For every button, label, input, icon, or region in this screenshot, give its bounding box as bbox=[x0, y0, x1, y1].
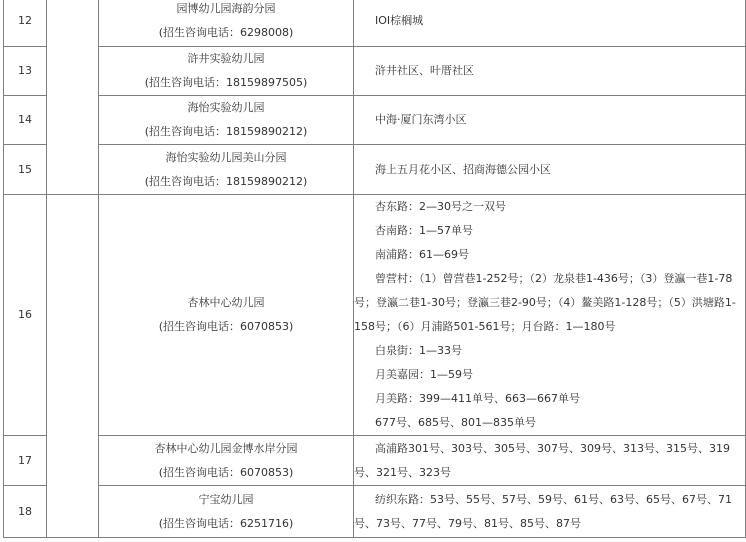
zone-cell bbox=[354, 145, 746, 195]
row-number: 15 bbox=[4, 145, 47, 195]
row-number: 18 bbox=[4, 486, 47, 538]
zone-cell bbox=[354, 0, 746, 47]
zone-text: 浒井社区、叶厝社区 bbox=[375, 64, 474, 77]
zone-line: 677号、685号、801—835单号 bbox=[375, 416, 536, 429]
district-cell bbox=[47, 0, 99, 195]
zone-text: 高浦路301号、303号、305号、307号、309号、313号、315号、319号、321号、323号 bbox=[354, 441, 730, 479]
school-phone: (招生咨询电话：18159890212) bbox=[144, 174, 308, 188]
school-phone: (招生咨询电话：6070853) bbox=[158, 465, 294, 479]
zone-line: 杏南路：1—57单号 bbox=[375, 224, 473, 237]
school-name: 杏林中心幼儿园 bbox=[187, 296, 265, 309]
table-row bbox=[4, 486, 746, 538]
zone-line: 白泉街：1—33号 bbox=[375, 344, 462, 357]
zone-cell bbox=[354, 486, 746, 538]
zone-line: 南浦路：61—69号 bbox=[375, 248, 469, 261]
zone-text: 纺织东路：53号、55号、57号、59号、61号、63号、65号、67号、71号、73号、77号、79号、81号、85号、87号 bbox=[354, 492, 732, 530]
row-number: 13 bbox=[4, 47, 47, 96]
table-row bbox=[4, 436, 746, 486]
school-name: 宁宝幼儿园 bbox=[198, 492, 254, 506]
district-cell bbox=[47, 195, 99, 538]
school-name: 海怡实验幼儿园 bbox=[187, 101, 265, 114]
school-name: 园博幼儿园海韵分园 bbox=[176, 1, 276, 15]
school-cell bbox=[99, 47, 354, 96]
row-number: 16 bbox=[4, 195, 47, 436]
zone-line: 月美嘉园：1—59号 bbox=[375, 368, 473, 381]
table-row bbox=[4, 0, 746, 47]
table-row bbox=[4, 96, 746, 145]
zone-line: 杏东路：2—30号之一双号 bbox=[375, 200, 506, 213]
zone-line: 月美路：399—411单号、663—667单号 bbox=[375, 392, 580, 405]
school-name: 杏林中心幼儿园金博水岸分园 bbox=[154, 441, 298, 455]
school-cell bbox=[99, 145, 354, 195]
table-row bbox=[4, 195, 746, 436]
enrollment-zone-table bbox=[3, 0, 746, 538]
zone-cell bbox=[354, 195, 746, 436]
school-cell bbox=[99, 0, 354, 47]
school-name: 浒井实验幼儿园 bbox=[187, 52, 265, 65]
school-name: 海怡实验幼儿园美山分园 bbox=[165, 150, 287, 164]
school-phone: (招生咨询电话：6251716) bbox=[158, 516, 294, 530]
school-phone: (招生咨询电话：18159890212) bbox=[144, 125, 308, 138]
zone-cell bbox=[354, 96, 746, 145]
school-cell bbox=[99, 436, 354, 486]
row-number: 12 bbox=[4, 0, 47, 47]
school-cell bbox=[99, 195, 354, 436]
zone-line: 曾营村：（1）曾营巷1-252号；（2）龙泉巷1-436号；（3）登瀛一巷1-78号；登瀛二巷1-30号；登瀛三巷2-90号；（4）鳌美路1-128号；（5）洪塘路1-158号；（6）月浦路501-561号；月台路：1—180号 bbox=[354, 272, 736, 333]
school-phone: (招生咨询电话：6070853) bbox=[158, 320, 294, 333]
table-row bbox=[4, 145, 746, 195]
zone-text: 海上五月花小区、招商海德公园小区 bbox=[375, 162, 551, 176]
row-number: 14 bbox=[4, 96, 47, 145]
zone-cell bbox=[354, 47, 746, 96]
table-row bbox=[4, 47, 746, 96]
zone-text: IOI棕榈城 bbox=[375, 13, 424, 27]
zone-text: 中海·厦门东湾小区 bbox=[375, 113, 467, 126]
row-number: 17 bbox=[4, 436, 47, 486]
school-phone: (招生咨询电话：6298008) bbox=[158, 25, 294, 39]
school-phone: (招生咨询电话：18159897505) bbox=[144, 76, 308, 89]
school-cell bbox=[99, 486, 354, 538]
zone-cell bbox=[354, 436, 746, 486]
school-cell bbox=[99, 96, 354, 145]
